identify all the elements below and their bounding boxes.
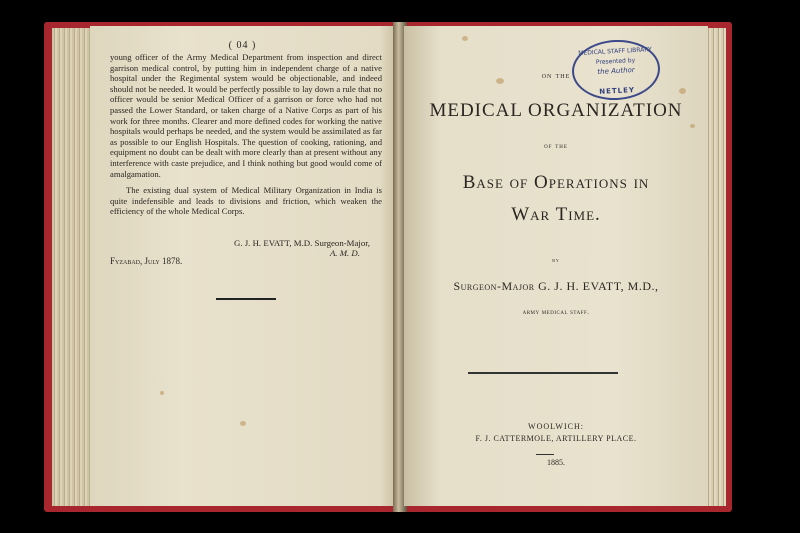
publisher-city: WOOLWICH:: [528, 422, 584, 431]
stamp-text: the Author: [597, 66, 635, 76]
author-line: Surgeon-Major G. J. H. EVATT, M.D.,: [453, 279, 659, 293]
place-date: Fyzabad, July 1878.: [110, 256, 183, 266]
title-on-the: on the: [541, 70, 571, 80]
body-text: [110, 52, 382, 217]
foxing-spot: [160, 391, 164, 395]
divider-rule: [468, 372, 618, 374]
publisher-name: F. J. CATTERMOLE, ARTILLERY PLACE.: [475, 434, 637, 443]
signature-rank: A. M. D.: [329, 248, 360, 258]
foxing-spot: [690, 124, 695, 128]
publication-year: 1885.: [547, 458, 565, 467]
foxing-spot: [240, 421, 246, 426]
paragraph: The existing dual system of Medical Military Organization in India is quite indefensible and leads to divisions and friction, which weaken the efficiency of the whole Medical Corps.: [110, 185, 382, 217]
title-line-1: MEDICAL ORGANIZATION: [429, 100, 683, 121]
title-line-2: Base of Operations in: [462, 172, 650, 193]
left-page-edges: [52, 28, 92, 506]
signature-block: [110, 238, 382, 266]
right-page: [404, 26, 708, 506]
paragraph: young officer of the Army Medical Department from inspection and direct garrison medical control, by putting him in independent charge of a native hospital under the Regimental system would be objectionable, and indeed should not be needed. It would be perfectly possible to lay down a rule that no officer would be senior Medical Officer of a garrison or force who had not passed the Lower Standard, or taken charge of a Native Corps as part of his work for three months. Clearer and more defined codes for working the native hospitals would perhaps be needed, and the system would be assimilated as far as possible to our English Hospitals. The question of cooking, rationing, and equipment no doubt can be dealt with more clearly than at present without any interference with caste prejudice, and I think nothing but good would come of amalgamation.: [110, 52, 382, 179]
title-line-3: War Time.: [511, 204, 601, 225]
staff-line: army medical staff.: [522, 309, 590, 316]
title-by: by: [552, 258, 560, 264]
foxing-spot: [496, 78, 504, 84]
left-page: [90, 26, 395, 506]
stamp-text: MEDICAL STAFF LIBRARY: [578, 46, 652, 57]
stamp-text: Presented by: [595, 56, 636, 67]
foxing-spot: [462, 36, 468, 41]
right-page-edges: [706, 28, 726, 506]
short-rule: [536, 454, 554, 455]
foxing-spot: [679, 88, 686, 94]
stamp-text: NETLEY: [599, 86, 636, 96]
signature-name: G. J. H. EVATT, M.D. Surgeon-Major,: [234, 238, 370, 248]
end-rule: [216, 298, 276, 300]
title-of-the: of the: [544, 142, 568, 150]
page-number: ( 04 ): [228, 40, 257, 51]
